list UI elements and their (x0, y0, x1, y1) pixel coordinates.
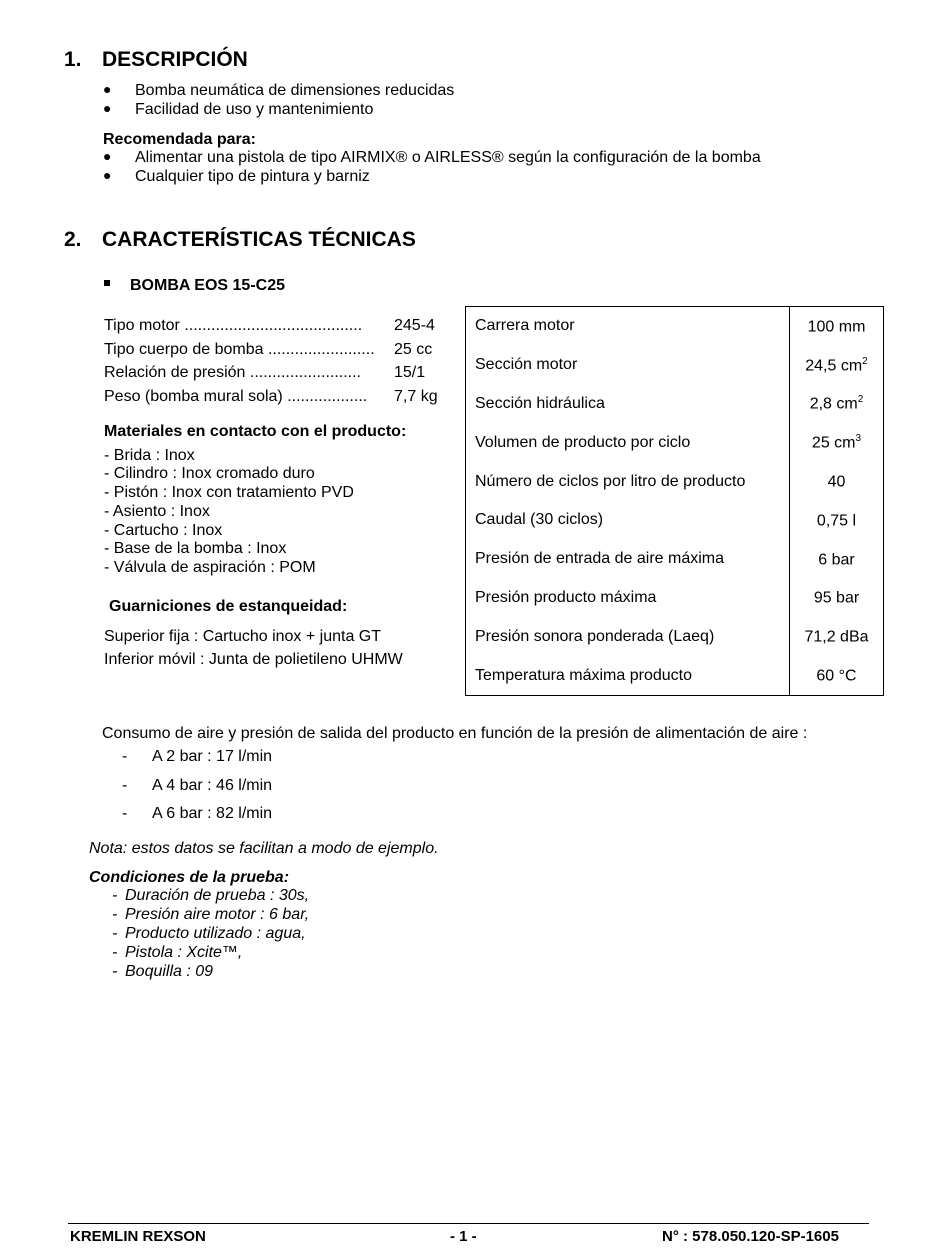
table-cell-label: Presión producto máxima (466, 579, 790, 618)
list-item: - Cartucho : Inox (104, 522, 223, 539)
table-cell-label: Sección hidráulica (466, 385, 790, 424)
list-item: - Cilindro : Inox cromado duro (104, 465, 315, 482)
table-cell-value: 71,2 dBa (790, 617, 884, 656)
pump-model: BOMBA EOS 15-C25 (130, 277, 285, 294)
table-row (466, 617, 884, 656)
dash-icon: - (122, 777, 128, 794)
bullet-icon: ● (103, 148, 112, 164)
list-item: - Pistón : Inox con tratamiento PVD (104, 484, 354, 501)
table-cell-label: Temperatura máxima producto (466, 656, 790, 695)
spec-label: Tipo motor ........................................ (104, 317, 363, 334)
technical-specs-table (465, 306, 884, 696)
spec-label: Tipo cuerpo de bomba ........................ (104, 341, 375, 358)
note: Nota: estos datos se facilitan a modo de ejemplo. (89, 840, 439, 857)
table-row (466, 346, 884, 385)
section-2-heading (64, 228, 564, 254)
dash-icon: - (112, 944, 118, 961)
table-row (466, 579, 884, 618)
section-1-title: DESCRIPCIÓN (102, 48, 248, 71)
bullet-icon: ● (103, 81, 112, 97)
seals-title: Guarniciones de estanqueidad: (109, 598, 348, 615)
spec-row (104, 388, 438, 406)
spec-row (104, 364, 426, 382)
list-item: - Asiento : Inox (104, 503, 210, 520)
bullet-icon: ● (103, 167, 112, 183)
table-cell-label: Volumen de producto por ciclo (466, 423, 790, 462)
table-cell-value: 6 bar (790, 540, 884, 579)
table-cell-value: 0,75 l (790, 501, 884, 540)
footer-document-number: N° : 578.050.120-SP-1605 (662, 1228, 839, 1245)
dash-icon: - (112, 906, 118, 923)
table-row (466, 501, 884, 540)
list-item: - Brida : Inox (104, 447, 195, 464)
bullet-icon: ● (103, 100, 112, 116)
table-cell-value: 2,8 $cm^2$ (790, 385, 884, 424)
consumption-intro: Consumo de aire y presión de salida del producto en función de la presión de alimentación de aire : (102, 725, 808, 742)
dash-icon: - (122, 805, 128, 822)
recommended-title: Recomendada para: (103, 131, 256, 148)
spec-row (104, 341, 433, 359)
table-row (466, 307, 884, 346)
spec-label: Peso (bomba mural sola) .................. (104, 388, 368, 405)
table-cell-value: 60 °C (790, 656, 884, 695)
list-item: - Válvula de aspiración : POM (104, 559, 316, 576)
list-item: Inferior móvil : Junta de polietileno UHMW (104, 651, 403, 668)
table-row (466, 423, 884, 462)
test-conditions-title: Condiciones de la prueba: (89, 869, 290, 886)
spec-value: 15/1 (394, 364, 426, 381)
table-cell-label: Número de ciclos por litro de producto (466, 462, 790, 501)
table-cell-value: 95 bar (790, 579, 884, 618)
dash-icon: - (112, 963, 118, 980)
table-cell-label: Presión sonora ponderada (Laeq) (466, 617, 790, 656)
table-cell-label: Caudal (30 ciclos) (466, 501, 790, 540)
dash-icon: - (122, 748, 128, 765)
footer-divider (68, 1223, 869, 1224)
section-2-number: 2. (64, 228, 82, 251)
table-cell-value: 40 (790, 462, 884, 501)
table-row (466, 540, 884, 579)
footer-page-number: - 1 - (450, 1228, 477, 1245)
spec-value: 7,7 kg (394, 388, 438, 405)
section-1-heading (64, 48, 464, 74)
section-1-number: 1. (64, 48, 82, 71)
spec-row (104, 317, 435, 335)
table-cell-label: Presión de entrada de aire máxima (466, 540, 790, 579)
table-cell-label: Sección motor (466, 346, 790, 385)
list-item: - Base de la bomba : Inox (104, 540, 287, 557)
table-cell-value: 25 $cm^3$ (790, 423, 884, 462)
table-row (466, 656, 884, 695)
materials-title: Materiales en contacto con el producto: (104, 423, 407, 440)
dash-icon: - (112, 925, 118, 942)
table-row (466, 462, 884, 501)
table-cell-value: 24,5 $cm^2$ (790, 346, 884, 385)
spec-value: 25 cc (394, 341, 433, 358)
table-cell-value: 100 mm (790, 307, 884, 346)
square-bullet-icon (104, 280, 110, 286)
section-2-title: CARACTERÍSTICAS TÉCNICAS (102, 228, 416, 251)
spec-value: 245-4 (394, 317, 435, 334)
table-row (466, 385, 884, 424)
spec-label: Relación de presión ......................... (104, 364, 361, 381)
footer-company: KREMLIN REXSON (70, 1228, 206, 1245)
list-item: Superior fija : Cartucho inox + junta GT (104, 628, 382, 645)
table-cell-label: Carrera motor (466, 307, 790, 346)
dash-icon: - (112, 887, 118, 904)
